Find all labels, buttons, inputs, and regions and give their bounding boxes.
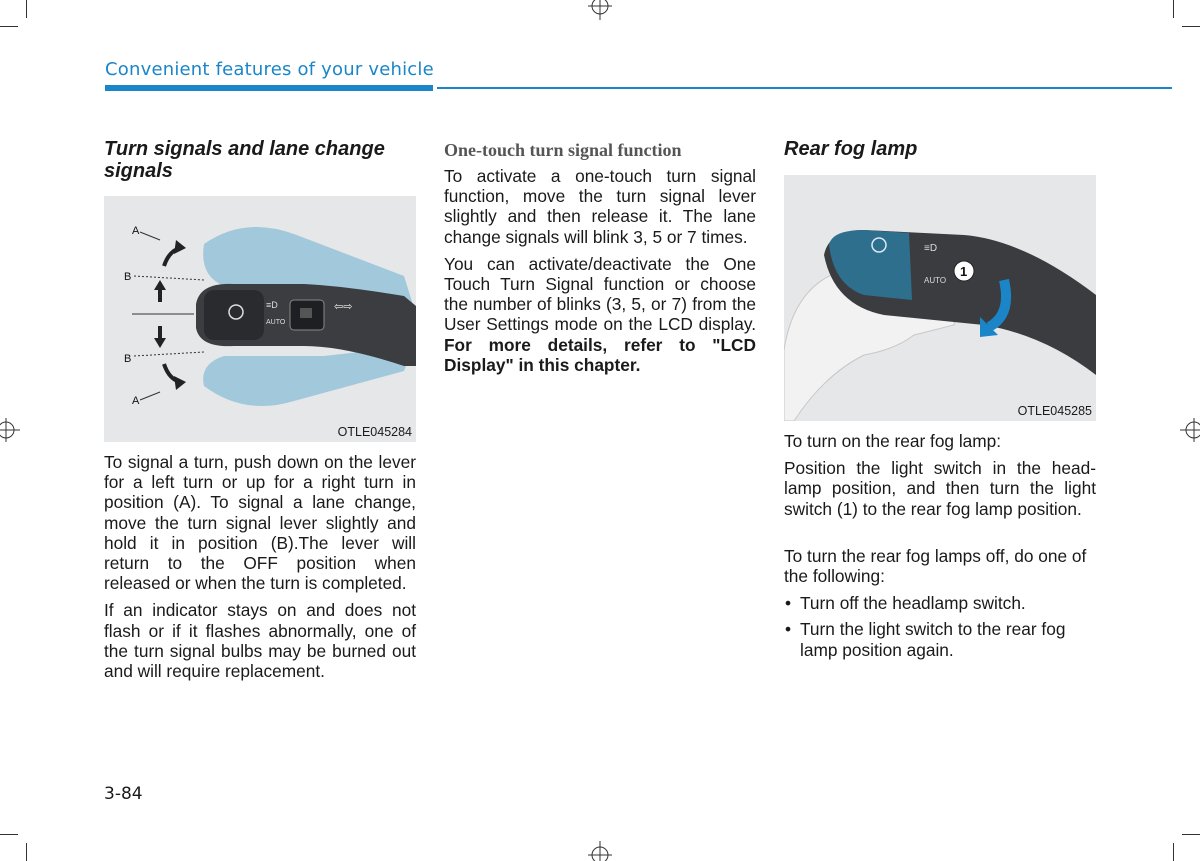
svg-text:⇦⇨: ⇦⇨ xyxy=(334,301,353,313)
paragraph xyxy=(444,254,756,375)
fog-lamp-switch-illustration xyxy=(784,175,1096,421)
column-one-touch xyxy=(444,139,756,382)
page-number: 3-84 xyxy=(104,784,143,804)
registration-mark xyxy=(588,841,612,861)
paragraph: To signal a turn, push down on the lever for a left turn or up for a right turn in position (A). To signal a lane change, move the turn signal lever slightly and hold it in position (B).The lever will return to the OFF position when released or when the turn is completed. xyxy=(104,452,416,594)
svg-text:≡D: ≡D xyxy=(924,243,938,254)
column-turn-signals xyxy=(104,138,416,688)
section-title: Convenient features of your vehicle xyxy=(105,59,434,80)
header-rule-thin xyxy=(437,87,1172,89)
crop-mark xyxy=(26,0,27,18)
column-rear-fog-lamp xyxy=(784,138,1096,666)
label-a-top: A xyxy=(132,225,140,237)
bullet-icon: • xyxy=(785,619,792,640)
header-rule-thick xyxy=(105,85,433,91)
figure-turn-signal-lever xyxy=(104,196,416,442)
figure-fog-lamp-switch xyxy=(784,175,1096,421)
list-item xyxy=(784,593,1096,613)
list-item xyxy=(784,619,1096,659)
list-item-text: Turn the light switch to the rear fog lamp position again. xyxy=(800,619,1066,660)
bullet-icon: • xyxy=(785,593,792,614)
spacer xyxy=(784,526,1096,546)
turn-signal-lever-illustration xyxy=(104,196,416,442)
label-b-top: B xyxy=(124,271,132,283)
figure-code: OTLE045284 xyxy=(337,425,412,439)
crop-mark xyxy=(1182,834,1200,835)
paragraph: To turn on the rear fog lamp: xyxy=(784,431,1002,451)
crop-mark xyxy=(0,834,18,835)
svg-text:AUTO: AUTO xyxy=(266,319,286,326)
svg-text:≡D: ≡D xyxy=(266,300,278,310)
crop-mark xyxy=(1173,843,1174,861)
svg-text:AUTO: AUTO xyxy=(924,276,947,285)
crop-mark xyxy=(0,26,18,27)
heading-turn-signals: Turn signals and lane change signals xyxy=(104,138,385,182)
list-item-text: Turn off the headlamp switch. xyxy=(800,593,1026,614)
heading-rear-fog-lamp: Rear fog lamp xyxy=(784,138,918,160)
paragraph: Position the light switch in the head-lamp position, and then turn the light switch (1) to the rear fog lamp position. xyxy=(784,458,1096,519)
registration-mark xyxy=(0,418,20,442)
figure-code: OTLE045285 xyxy=(1017,404,1092,418)
paragraph: To activate a one-touch turn signal function, move the turn signal lever slightly and then release it. The lane change signals will blink 3, 5 or 7 times. xyxy=(444,166,756,247)
callout-1: 1 xyxy=(960,264,968,279)
paragraph: To turn the rear fog lamps off, do one of the following: xyxy=(784,545,1087,587)
bold-reference: For more details, refer to "LCD Display" in this chapter. xyxy=(444,334,756,375)
crop-mark xyxy=(26,843,27,861)
registration-mark xyxy=(1180,418,1200,442)
bullet-list xyxy=(784,593,1096,660)
paragraph: If an indicator stays on and does not flash or if it flashes abnormally, one of the turn signal bulbs may be burned out and will require replacement. xyxy=(104,600,416,682)
crop-mark xyxy=(1173,0,1174,18)
paragraph-text: You can activate/deactivate the One Touch Turn Signal function or choose the number of blinks (3, 5, or 7) from the User Settings mode on the LCD display. xyxy=(444,253,756,335)
label-b-bottom: B xyxy=(124,353,132,365)
heading-one-touch: One-touch turn signal function xyxy=(444,140,682,160)
registration-mark xyxy=(588,0,612,20)
crop-mark xyxy=(1182,26,1200,27)
label-a-bottom: A xyxy=(132,395,140,407)
